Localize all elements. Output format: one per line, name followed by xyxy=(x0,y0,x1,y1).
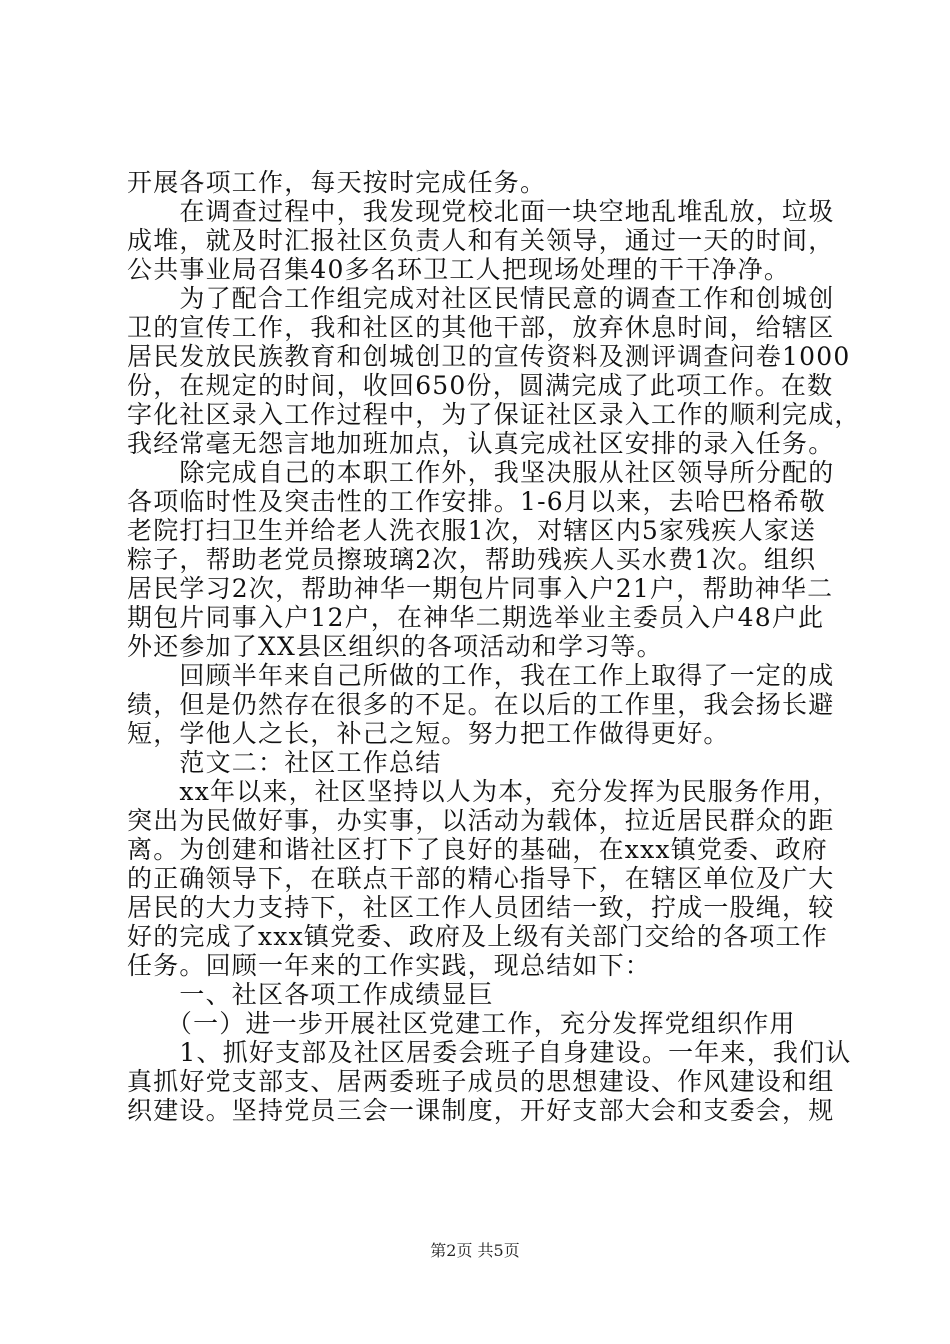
document-body xyxy=(127,168,861,1125)
text-line: 织建设。坚持党员三会一课制度，开好支部大会和支委会，规 xyxy=(127,1096,835,1125)
text-line: 外还参加了XX县区组织的各项活动和学习等。 xyxy=(127,632,663,661)
text-line: 1、抓好支部及社区居委会班子自身建设。一年来，我们认 xyxy=(127,1038,852,1067)
text-line: 各项临时性及突击性的工作安排。1-6月以来，去哈巴格希敬 xyxy=(127,487,826,516)
text-line: 公共事业局召集40多名环卫工人把现场处理的干干净净。 xyxy=(127,255,791,284)
text-line: 突出为民做好事，办实事，以活动为载体，拉近居民群众的距 xyxy=(127,806,835,835)
text-line: 成堆，就及时汇报社区负责人和有关领导，通过一天的时间， xyxy=(127,226,835,255)
text-line: 份，在规定的时间，收回650份，圆满完成了此项工作。在数 xyxy=(127,371,834,400)
page-footer: 第2页 共5页 xyxy=(430,1241,520,1260)
text-line: 开展各项工作，每天按时完成任务。 xyxy=(127,168,547,197)
text-line: 任务。回顾一年来的工作实践，现总结如下： xyxy=(127,951,652,980)
text-line: 期包片同事入户12户，在神华二期选举业主委员入户48户此 xyxy=(127,603,825,632)
text-line: 居民发放民族教育和创城创卫的宣传资料及测评调查问卷1000 xyxy=(127,342,851,371)
text-line: 范文二：社区工作总结 xyxy=(127,748,442,777)
text-line: 的正确领导下，在联点干部的精心指导下，在辖区单位及广大 xyxy=(127,864,835,893)
text-line: 我经常毫无怨言地加班加点，认真完成社区安排的录入任务。 xyxy=(127,429,835,458)
text-line: 绩，但是仍然存在很多的不足。在以后的工作里，我会扬长避 xyxy=(127,690,835,719)
text-line: xx年以来，社区坚持以人为本，充分发挥为民服务作用， xyxy=(127,777,839,806)
text-line: 回顾半年来自己所做的工作，我在工作上取得了一定的成 xyxy=(127,661,835,690)
text-line: 除完成自己的本职工作外，我坚决服从社区领导所分配的 xyxy=(127,458,835,487)
text-line: 居民的大力支持下，社区工作人员团结一致，拧成一股绳，较 xyxy=(127,893,835,922)
text-line: 短，学他人之长，补己之短。努力把工作做得更好。 xyxy=(127,719,730,748)
text-line: 离。为创建和谐社区打下了良好的基础，在xxx镇党委、政府 xyxy=(127,835,828,864)
text-line: 老院打扫卫生并给老人洗衣服1次，对辖区内5家残疾人家送 xyxy=(127,516,817,545)
text-line: 卫的宣传工作，我和社区的其他干部，放弃休息时间，给辖区 xyxy=(127,313,835,342)
text-line: 居民学习2次，帮助神华一期包片同事入户21户，帮助神华二 xyxy=(127,574,834,603)
text-line: （一）进一步开展社区党建工作，充分发挥党组织作用 xyxy=(127,1009,796,1038)
text-line: 字化社区录入工作过程中，为了保证社区录入工作的顺利完成， xyxy=(127,400,861,429)
text-line: 为了配合工作组完成对社区民情民意的调查工作和创城创 xyxy=(127,284,835,313)
text-line: 一、社区各项工作成绩显巨 xyxy=(127,980,494,1009)
text-line: 真抓好党支部支、居两委班子成员的思想建设、作风建设和组 xyxy=(127,1067,835,1096)
text-line: 在调查过程中，我发现党校北面一块空地乱堆乱放，垃圾 xyxy=(127,197,835,226)
text-line: 粽子，帮助老党员擦玻璃2次，帮助残疾人买水费1次。组织 xyxy=(127,545,817,574)
text-line: 好的完成了xxx镇党委、政府及上级有关部门交给的各项工作 xyxy=(127,922,828,951)
